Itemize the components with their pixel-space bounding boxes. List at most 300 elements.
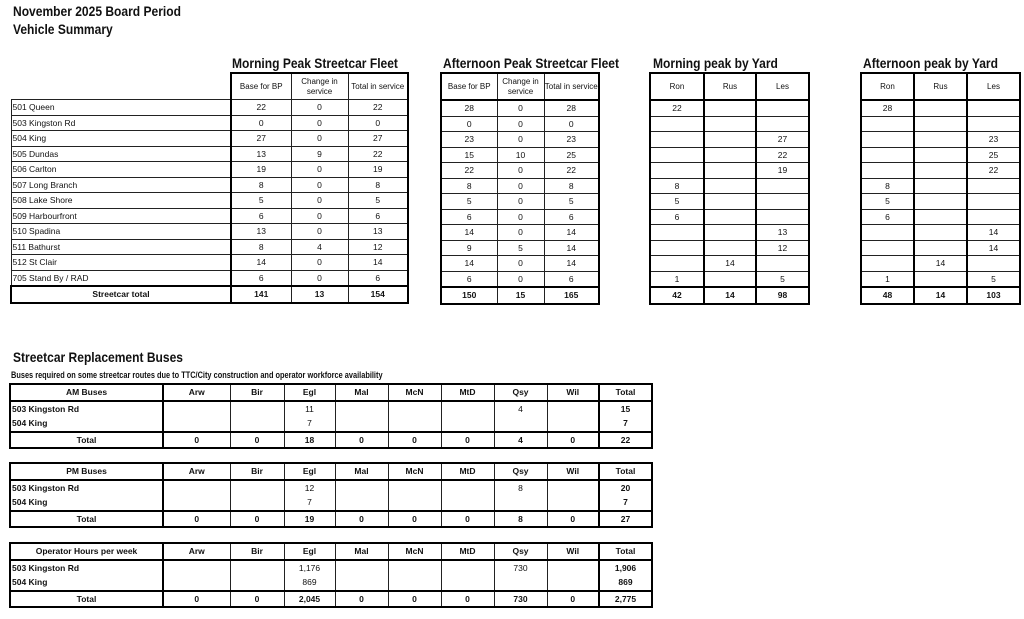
total-value: 0 bbox=[547, 591, 599, 608]
table-cell: 22 bbox=[967, 163, 1020, 179]
route-name: 511 Bathurst bbox=[11, 239, 231, 255]
table-cell bbox=[335, 495, 388, 511]
total-value: 0 bbox=[441, 432, 494, 449]
table-cell bbox=[547, 480, 599, 496]
total-row bbox=[650, 287, 809, 304]
table-cell: 19 bbox=[231, 162, 291, 178]
total-value: 18 bbox=[284, 432, 335, 449]
table-cell bbox=[441, 495, 494, 511]
table-cell bbox=[494, 575, 547, 591]
table-cell: 12 bbox=[756, 240, 809, 256]
table-cell: 5 bbox=[348, 193, 408, 209]
table-cell: 5 bbox=[756, 271, 809, 287]
table-cell: 23 bbox=[967, 132, 1020, 148]
table-cell bbox=[650, 116, 704, 132]
total-row bbox=[11, 286, 408, 303]
table-cell: 12 bbox=[348, 239, 408, 255]
table-cell: 7 bbox=[284, 495, 335, 511]
table-cell bbox=[914, 132, 967, 148]
table-cell: 14 bbox=[441, 256, 497, 272]
table-cell bbox=[914, 271, 967, 287]
table-row bbox=[861, 116, 1020, 132]
table-cell: 27 bbox=[348, 131, 408, 147]
column-header: Wil bbox=[547, 384, 599, 401]
table-cell: 7 bbox=[599, 416, 652, 432]
route-name: 504 King bbox=[10, 495, 163, 511]
total-value: 730 bbox=[494, 591, 547, 608]
header-row bbox=[650, 73, 809, 100]
table-row bbox=[861, 271, 1020, 287]
table-cell bbox=[650, 240, 704, 256]
total-value: 2,045 bbox=[284, 591, 335, 608]
table-cell: 0 bbox=[231, 115, 291, 131]
table-cell bbox=[967, 194, 1020, 210]
table-cell bbox=[967, 178, 1020, 194]
table-cell bbox=[650, 132, 704, 148]
total-row bbox=[441, 287, 599, 304]
table-cell bbox=[914, 163, 967, 179]
table-cell bbox=[861, 225, 914, 241]
total-value: 19 bbox=[284, 511, 335, 528]
table-cell bbox=[230, 401, 284, 417]
table-cell: 8 bbox=[861, 178, 914, 194]
table-row bbox=[11, 224, 408, 240]
table-row bbox=[441, 163, 599, 179]
table-row bbox=[441, 256, 599, 272]
table-cell bbox=[650, 256, 704, 272]
page-title: November 2025 Board Period bbox=[13, 3, 181, 19]
table-cell: 14 bbox=[914, 256, 967, 272]
total-value: 15 bbox=[497, 287, 544, 304]
table-cell bbox=[163, 401, 230, 417]
column-header: Qsy bbox=[494, 543, 547, 560]
route-name: 504 King bbox=[11, 131, 231, 147]
total-label: Streetcar total bbox=[11, 286, 231, 303]
table-row bbox=[861, 225, 1020, 241]
table-cell bbox=[163, 416, 230, 432]
table-cell bbox=[704, 194, 756, 210]
table-cell: 6 bbox=[650, 209, 704, 225]
column-header: Egl bbox=[284, 463, 335, 480]
total-value: 0 bbox=[441, 511, 494, 528]
table-cell: 14 bbox=[967, 240, 1020, 256]
buses-title: Streetcar Replacement Buses bbox=[13, 349, 183, 365]
column-header: Mal bbox=[335, 543, 388, 560]
route-name: 512 St Clair bbox=[11, 255, 231, 271]
table-cell bbox=[704, 225, 756, 241]
table-cell: 0 bbox=[291, 270, 348, 286]
table-cell bbox=[335, 480, 388, 496]
table-cell bbox=[335, 575, 388, 591]
table-cell bbox=[547, 401, 599, 417]
table-row bbox=[11, 115, 408, 131]
table-cell: 19 bbox=[348, 162, 408, 178]
page-subtitle: Vehicle Summary bbox=[13, 21, 113, 37]
header-row bbox=[861, 73, 1020, 100]
total-label: Total bbox=[10, 511, 163, 528]
table-cell: 0 bbox=[497, 178, 544, 194]
table-cell: 0 bbox=[291, 162, 348, 178]
table-cell: 0 bbox=[497, 225, 544, 241]
total-value: 150 bbox=[441, 287, 497, 304]
table-cell bbox=[914, 178, 967, 194]
total-value: 0 bbox=[388, 591, 441, 608]
column-header: Change in service bbox=[497, 73, 544, 100]
buses-note: Buses required on some streetcar routes due to TTC/City construction and operator workforce availability bbox=[11, 370, 383, 380]
morning-fleet-title: Morning Peak Streetcar Fleet bbox=[232, 55, 398, 71]
table-cell: 0 bbox=[291, 100, 348, 116]
column-header: Change in service bbox=[291, 73, 348, 100]
table-row bbox=[441, 132, 599, 148]
route-name: 504 King bbox=[10, 416, 163, 432]
table-cell bbox=[914, 100, 967, 116]
table-cell: 19 bbox=[756, 163, 809, 179]
table-cell: 869 bbox=[284, 575, 335, 591]
table-cell bbox=[756, 100, 809, 116]
afternoon-fleet-table bbox=[440, 72, 600, 305]
table-cell: 6 bbox=[544, 209, 599, 225]
table-cell bbox=[547, 416, 599, 432]
route-name: 505 Dundas bbox=[11, 146, 231, 162]
total-value: 14 bbox=[914, 287, 967, 304]
table-row bbox=[861, 178, 1020, 194]
bus-table bbox=[9, 383, 653, 449]
table-row bbox=[11, 146, 408, 162]
table-cell: 22 bbox=[441, 163, 497, 179]
table-cell: 6 bbox=[348, 208, 408, 224]
table-cell: 22 bbox=[231, 100, 291, 116]
table-cell: 7 bbox=[284, 416, 335, 432]
total-value: 0 bbox=[547, 432, 599, 449]
table-cell bbox=[914, 147, 967, 163]
table-cell: 11 bbox=[284, 401, 335, 417]
table-cell: 0 bbox=[497, 271, 544, 287]
column-header: Arw bbox=[163, 463, 230, 480]
table-cell: 0 bbox=[291, 115, 348, 131]
table-cell: 5 bbox=[441, 194, 497, 210]
column-header: Total bbox=[599, 384, 652, 401]
total-value: 0 bbox=[335, 511, 388, 528]
table-cell bbox=[388, 495, 441, 511]
table-row bbox=[861, 240, 1020, 256]
total-label: Total bbox=[10, 591, 163, 608]
table-row bbox=[441, 116, 599, 132]
table-cell: 4 bbox=[291, 239, 348, 255]
column-header: Ron bbox=[861, 73, 914, 100]
table-cell: 8 bbox=[441, 178, 497, 194]
table-cell: 22 bbox=[348, 100, 408, 116]
table-cell bbox=[547, 575, 599, 591]
column-header: MtD bbox=[441, 543, 494, 560]
table-label: Operator Hours per week bbox=[10, 543, 163, 560]
route-name: 503 Kingston Rd bbox=[10, 560, 163, 576]
table-cell: 5 bbox=[544, 194, 599, 210]
table-cell: 5 bbox=[497, 240, 544, 256]
route-name: 501 Queen bbox=[11, 100, 231, 116]
afternoon-fleet-title: Afternoon Peak Streetcar Fleet bbox=[443, 55, 619, 71]
total-value: 165 bbox=[544, 287, 599, 304]
table-cell: 869 bbox=[599, 575, 652, 591]
table-cell: 8 bbox=[544, 178, 599, 194]
table-cell bbox=[335, 416, 388, 432]
table-cell bbox=[230, 560, 284, 576]
table-row bbox=[650, 116, 809, 132]
table-row bbox=[10, 495, 652, 511]
column-header: Les bbox=[756, 73, 809, 100]
table-row bbox=[861, 100, 1020, 116]
table-row bbox=[441, 100, 599, 116]
table-cell: 22 bbox=[348, 146, 408, 162]
total-value: 141 bbox=[231, 286, 291, 303]
route-name: 503 Kingston Rd bbox=[11, 115, 231, 131]
total-value: 0 bbox=[230, 591, 284, 608]
table-cell bbox=[335, 401, 388, 417]
table-cell: 13 bbox=[756, 225, 809, 241]
table-row bbox=[11, 208, 408, 224]
table-cell: 0 bbox=[497, 116, 544, 132]
table-cell bbox=[650, 147, 704, 163]
table-label: PM Buses bbox=[10, 463, 163, 480]
route-name: 506 Carlton bbox=[11, 162, 231, 178]
table-row bbox=[11, 131, 408, 147]
table-cell: 4 bbox=[494, 401, 547, 417]
table-row bbox=[441, 147, 599, 163]
total-value: 0 bbox=[441, 591, 494, 608]
table-cell: 6 bbox=[231, 208, 291, 224]
table-row bbox=[11, 255, 408, 271]
total-value: 98 bbox=[756, 287, 809, 304]
table-cell bbox=[914, 209, 967, 225]
column-header: Bir bbox=[230, 463, 284, 480]
table-row bbox=[861, 132, 1020, 148]
table-cell: 5 bbox=[861, 194, 914, 210]
total-row bbox=[861, 287, 1020, 304]
column-header: McN bbox=[388, 384, 441, 401]
column-header: Bir bbox=[230, 384, 284, 401]
total-value: 0 bbox=[163, 432, 230, 449]
table-row bbox=[650, 256, 809, 272]
total-label: Total bbox=[10, 432, 163, 449]
table-cell bbox=[967, 116, 1020, 132]
total-value: 0 bbox=[230, 511, 284, 528]
column-header: Total in service bbox=[544, 73, 599, 100]
total-value: 0 bbox=[163, 511, 230, 528]
table-cell bbox=[756, 116, 809, 132]
table-row bbox=[650, 271, 809, 287]
table-row bbox=[11, 100, 408, 116]
column-header: Egl bbox=[284, 384, 335, 401]
table-cell: 1 bbox=[861, 271, 914, 287]
column-header: Total bbox=[599, 463, 652, 480]
table-cell bbox=[861, 147, 914, 163]
table-row bbox=[650, 163, 809, 179]
column-header: Arw bbox=[163, 384, 230, 401]
table-row bbox=[10, 416, 652, 432]
afternoon-yard-title: Afternoon peak by Yard bbox=[863, 55, 998, 71]
total-value: 27 bbox=[599, 511, 652, 528]
table-row bbox=[10, 401, 652, 417]
table-cell bbox=[704, 147, 756, 163]
route-name: 510 Spadina bbox=[11, 224, 231, 240]
table-cell bbox=[230, 495, 284, 511]
column-header: Bir bbox=[230, 543, 284, 560]
total-row bbox=[10, 432, 652, 449]
table-cell bbox=[756, 209, 809, 225]
table-row bbox=[11, 177, 408, 193]
table-cell bbox=[704, 240, 756, 256]
table-cell: 9 bbox=[441, 240, 497, 256]
table-cell: 8 bbox=[650, 178, 704, 194]
table-cell: 14 bbox=[441, 225, 497, 241]
table-row bbox=[861, 194, 1020, 210]
header-row bbox=[10, 384, 652, 401]
table-cell bbox=[650, 163, 704, 179]
total-value: 0 bbox=[230, 432, 284, 449]
table-cell: 0 bbox=[291, 131, 348, 147]
column-header: Mal bbox=[335, 463, 388, 480]
table-cell: 5 bbox=[650, 194, 704, 210]
afternoon-yard-table bbox=[860, 72, 1021, 305]
table-cell bbox=[704, 116, 756, 132]
table-cell: 0 bbox=[497, 100, 544, 116]
table-cell bbox=[163, 495, 230, 511]
table-cell bbox=[494, 495, 547, 511]
table-cell: 5 bbox=[967, 271, 1020, 287]
table-row bbox=[441, 194, 599, 210]
table-row bbox=[441, 209, 599, 225]
table-cell: 14 bbox=[704, 256, 756, 272]
column-header: Qsy bbox=[494, 463, 547, 480]
table-cell bbox=[388, 560, 441, 576]
table-cell: 27 bbox=[231, 131, 291, 147]
table-cell bbox=[967, 209, 1020, 225]
table-cell: 14 bbox=[348, 255, 408, 271]
table-cell: 0 bbox=[441, 116, 497, 132]
total-value: 13 bbox=[291, 286, 348, 303]
table-row bbox=[650, 147, 809, 163]
total-value: 103 bbox=[967, 287, 1020, 304]
total-value: 0 bbox=[163, 591, 230, 608]
column-header: Wil bbox=[547, 543, 599, 560]
route-header bbox=[11, 73, 231, 100]
morning-yard-table bbox=[649, 72, 810, 305]
column-header: Base for BP bbox=[441, 73, 497, 100]
table-cell: 28 bbox=[544, 100, 599, 116]
column-header: Base for BP bbox=[231, 73, 291, 100]
column-header: Total bbox=[599, 543, 652, 560]
bus-table bbox=[9, 542, 653, 608]
table-cell bbox=[441, 560, 494, 576]
table-cell bbox=[230, 416, 284, 432]
table-cell: 20 bbox=[599, 480, 652, 496]
table-cell bbox=[967, 256, 1020, 272]
table-row bbox=[861, 147, 1020, 163]
table-cell: 1 bbox=[650, 271, 704, 287]
table-cell: 0 bbox=[497, 256, 544, 272]
table-cell bbox=[163, 560, 230, 576]
table-cell: 1,176 bbox=[284, 560, 335, 576]
table-cell bbox=[861, 116, 914, 132]
column-header: MtD bbox=[441, 463, 494, 480]
route-name: 508 Lake Shore bbox=[11, 193, 231, 209]
table-cell: 6 bbox=[544, 271, 599, 287]
table-row bbox=[861, 163, 1020, 179]
table-row bbox=[650, 194, 809, 210]
table-cell: 1,906 bbox=[599, 560, 652, 576]
table-cell: 0 bbox=[544, 116, 599, 132]
table-cell: 8 bbox=[348, 177, 408, 193]
table-cell bbox=[650, 225, 704, 241]
table-cell: 22 bbox=[756, 147, 809, 163]
table-cell bbox=[547, 495, 599, 511]
table-row bbox=[441, 240, 599, 256]
table-cell: 6 bbox=[861, 209, 914, 225]
table-cell: 28 bbox=[441, 100, 497, 116]
table-row bbox=[11, 193, 408, 209]
table-cell: 14 bbox=[544, 225, 599, 241]
table-cell bbox=[704, 178, 756, 194]
table-cell: 9 bbox=[291, 146, 348, 162]
column-header: Les bbox=[967, 73, 1020, 100]
table-row bbox=[861, 209, 1020, 225]
table-cell: 6 bbox=[441, 271, 497, 287]
total-value: 0 bbox=[335, 591, 388, 608]
table-cell: 25 bbox=[544, 147, 599, 163]
table-cell: 0 bbox=[291, 224, 348, 240]
table-cell: 14 bbox=[544, 240, 599, 256]
table-cell bbox=[861, 163, 914, 179]
table-cell: 13 bbox=[231, 146, 291, 162]
table-cell bbox=[163, 480, 230, 496]
table-cell: 0 bbox=[291, 255, 348, 271]
column-header: Egl bbox=[284, 543, 335, 560]
morning-fleet-table bbox=[10, 72, 409, 304]
table-cell: 8 bbox=[231, 239, 291, 255]
table-cell bbox=[914, 225, 967, 241]
table-cell: 7 bbox=[599, 495, 652, 511]
table-cell bbox=[230, 575, 284, 591]
header-row bbox=[441, 73, 599, 100]
route-name: 503 Kingston Rd bbox=[10, 401, 163, 417]
table-cell bbox=[704, 209, 756, 225]
table-cell bbox=[441, 401, 494, 417]
header-row bbox=[10, 463, 652, 480]
table-cell bbox=[388, 416, 441, 432]
column-header: Arw bbox=[163, 543, 230, 560]
total-value: 22 bbox=[599, 432, 652, 449]
table-cell bbox=[861, 256, 914, 272]
column-header: Wil bbox=[547, 463, 599, 480]
column-header: MtD bbox=[441, 384, 494, 401]
total-row bbox=[10, 591, 652, 608]
table-cell bbox=[230, 480, 284, 496]
table-cell bbox=[704, 163, 756, 179]
total-value: 8 bbox=[494, 511, 547, 528]
table-cell bbox=[441, 416, 494, 432]
table-cell: 15 bbox=[441, 147, 497, 163]
column-header: Total in service bbox=[348, 73, 408, 100]
column-header: McN bbox=[388, 463, 441, 480]
table-row bbox=[10, 480, 652, 496]
table-cell bbox=[441, 575, 494, 591]
table-cell: 6 bbox=[348, 270, 408, 286]
table-cell: 22 bbox=[650, 100, 704, 116]
table-row bbox=[441, 178, 599, 194]
header-row bbox=[11, 73, 408, 100]
table-cell bbox=[388, 480, 441, 496]
table-cell bbox=[861, 132, 914, 148]
table-cell bbox=[861, 240, 914, 256]
